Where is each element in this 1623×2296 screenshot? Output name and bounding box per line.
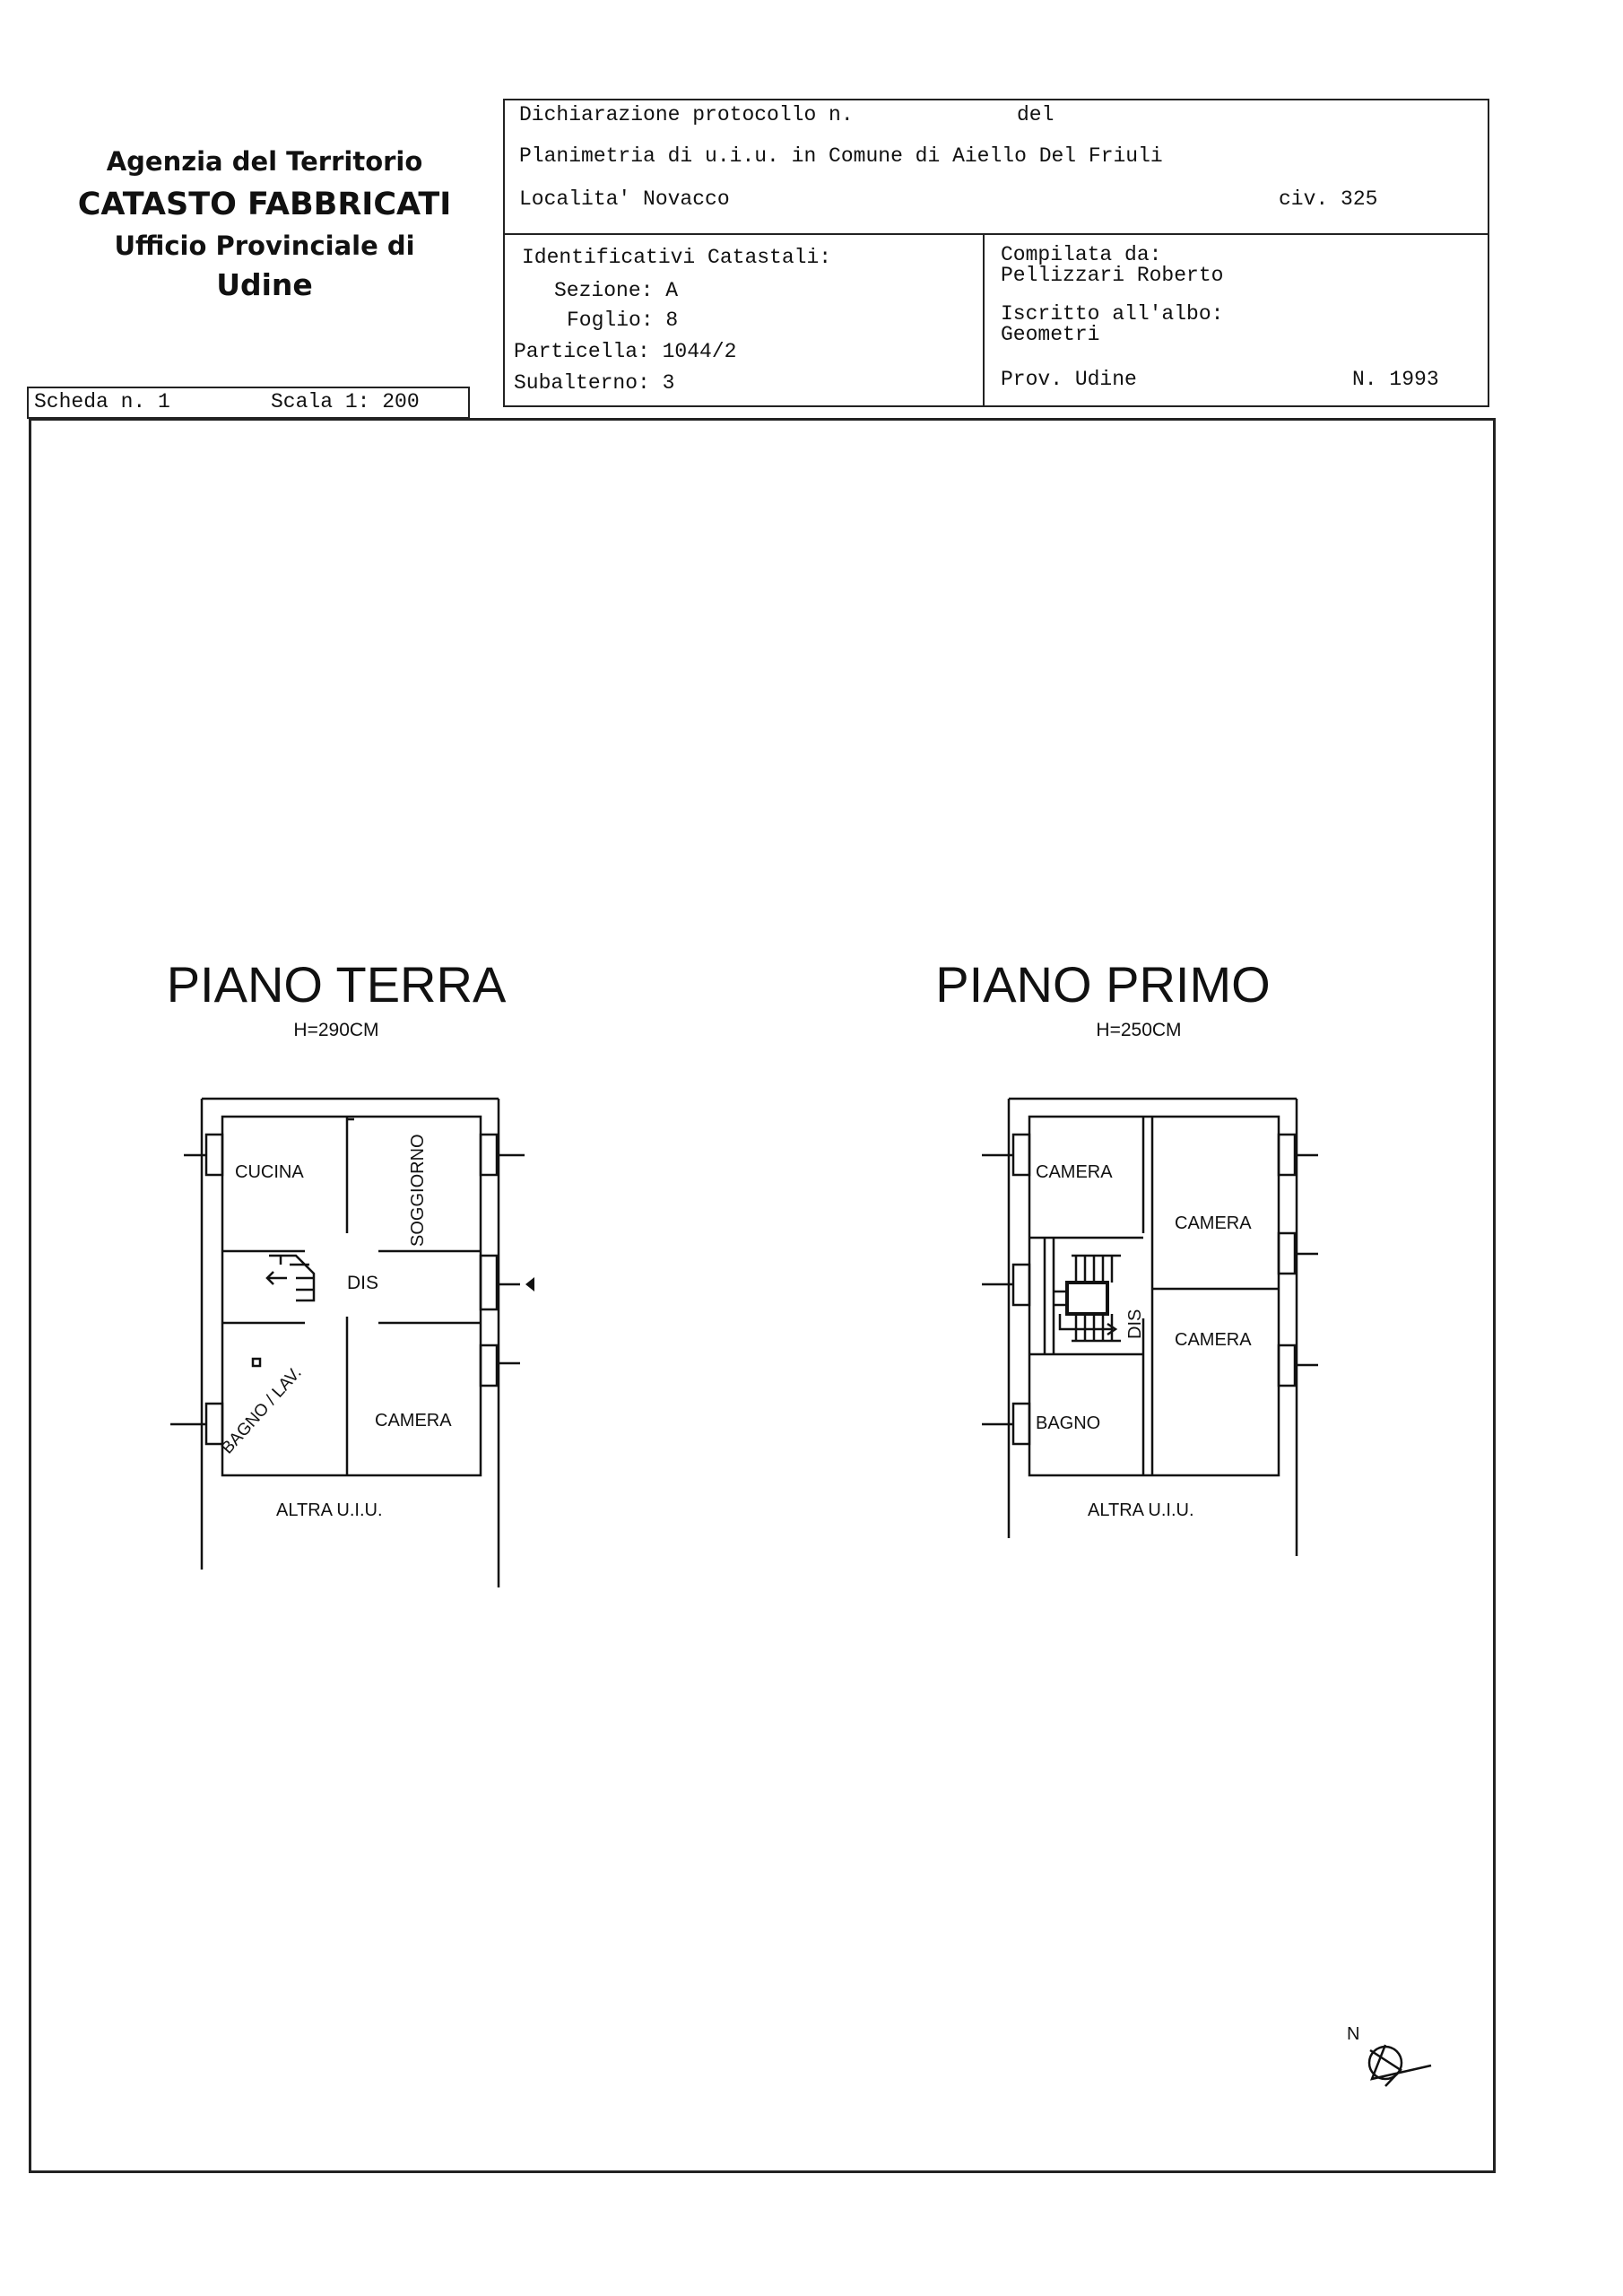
pp-dis-label: DIS	[1125, 1309, 1145, 1339]
civico-label: civ. 325	[1279, 187, 1378, 211]
north-arrow-icon	[1345, 2018, 1453, 2108]
agency-name: Agenzia del Territorio	[106, 146, 423, 177]
pp-bagno-label: BAGNO	[1036, 1413, 1101, 1433]
pp-camera-2-label: CAMERA	[1175, 1213, 1252, 1233]
planimetria-label: Planimetria di u.i.u. in Comune di Aiello Del Friuli	[519, 144, 1163, 168]
piano-primo-plan	[977, 1085, 1336, 1587]
pp-altra-uiu-label: ALTRA U.I.U.	[1088, 1500, 1194, 1520]
pt-soggiorno-label: SOGGIORNO	[408, 1134, 428, 1247]
piano-primo-title: PIANO PRIMO	[935, 956, 1271, 1013]
albo-number: N. 1993	[1352, 368, 1439, 391]
subalterno-value: Subalterno: 3	[514, 371, 675, 395]
localita-label: Localita' Novacco	[519, 187, 730, 211]
pt-altra-uiu-label: ALTRA U.I.U.	[276, 1500, 383, 1520]
north-label: N	[1347, 2024, 1360, 2044]
albo-value: Geometri	[1001, 323, 1100, 346]
sezione-value: Sezione: A	[554, 279, 679, 302]
piano-terra-height: H=290CM	[293, 1020, 379, 1040]
piano-primo-height: H=250CM	[1096, 1020, 1182, 1040]
compilata-name: Pellizzari Roberto	[1001, 264, 1224, 287]
foglio-value: Foglio: 8	[567, 309, 679, 332]
agency-catasto: CATASTO FABBRICATI	[77, 187, 452, 222]
provincia-value: Prov. Udine	[1001, 368, 1137, 391]
header-column-divider	[983, 233, 985, 407]
scheda-number: Scheda n. 1	[34, 390, 170, 413]
piano-terra-title: PIANO TERRA	[166, 956, 507, 1013]
pt-dis-label: DIS	[347, 1273, 379, 1293]
del-label: del	[1017, 103, 1055, 126]
compilata-title: Compilata da:	[1001, 243, 1162, 266]
pp-camera-1-label: CAMERA	[1036, 1162, 1113, 1182]
dichiarazione-label: Dichiarazione protocollo n.	[519, 103, 854, 126]
piano-terra-plan	[170, 1085, 547, 1587]
particella-value: Particella: 1044/2	[514, 340, 737, 363]
agency-office: Ufficio Provinciale di	[114, 230, 415, 261]
pt-bagno-label: BAGNO / LAV.	[218, 1363, 306, 1458]
scheda-scale: Scala 1: 200	[271, 390, 420, 413]
header-divider	[503, 233, 1489, 235]
pt-camera-label: CAMERA	[375, 1411, 452, 1431]
identificativi-title: Identificativi Catastali:	[522, 246, 832, 269]
agency-city: Udine	[216, 267, 313, 302]
pt-cucina-label: CUCINA	[235, 1162, 304, 1182]
pp-camera-3-label: CAMERA	[1175, 1330, 1252, 1350]
iscritto-label: Iscritto all'albo:	[1001, 302, 1224, 326]
